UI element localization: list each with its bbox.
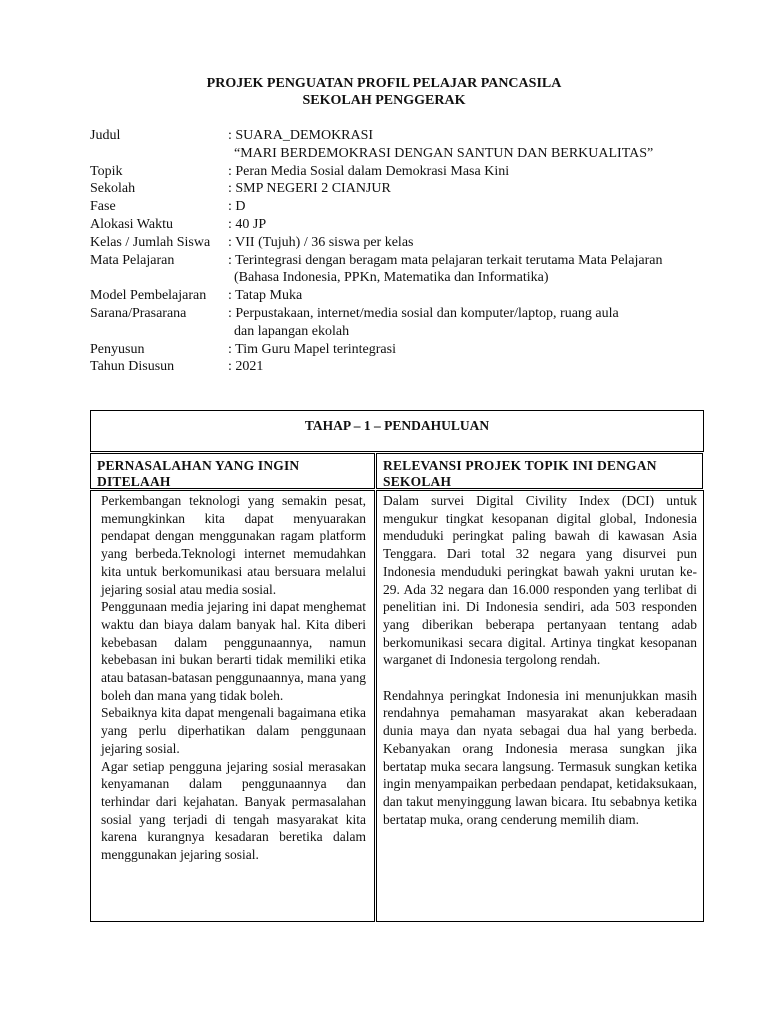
info-value: : Terintegrasi dengan beragam mata pelajaran terkait terutama Mata Pelajaran — [228, 252, 663, 268]
info-value: : SMP NEGERI 2 CIANJUR — [228, 181, 391, 197]
problem-paragraph: Agar setiap pengguna jejaring sosial merasakan kenyamanan dalam penggunaannya dan terhindar dari kejahatan. Banyak permasalahan sosial yang terjadi di tengah masyarakat kita karena kurangnya kesadaran beretika dalam menggunakan jejaring sosial. — [101, 758, 366, 863]
info-row-kelas — [90, 234, 663, 252]
info-value: : VII (Tujuh) / 36 siswa per kelas — [228, 234, 414, 250]
info-label: Alokasi Waktu — [90, 216, 173, 232]
info-row-sarana — [90, 305, 663, 323]
info-row-alokasi — [90, 216, 663, 234]
info-continuation: dan lapangan ekolah — [234, 323, 350, 339]
info-label: Mata Pelajaran — [90, 252, 175, 268]
info-subtitle: “MARI BERDEMOKRASI DENGAN SANTUN DAN BERKUALITAS” — [234, 145, 654, 161]
info-label: Penyusun — [90, 341, 145, 357]
relevance-column — [376, 490, 704, 922]
info-row-mapel — [90, 252, 663, 270]
document-subtitle: SEKOLAH PENGGERAK — [302, 93, 466, 108]
info-label: Model Pembelajaran — [90, 288, 207, 304]
info-row-model — [90, 287, 663, 305]
info-label: Topik — [90, 163, 123, 179]
info-row-tahun — [90, 358, 663, 376]
info-continuation: (Bahasa Indonesia, PPKn, Matematika dan Informatika) — [234, 270, 549, 286]
info-label: Kelas / Jumlah Siswa — [90, 234, 211, 250]
paragraph-gap — [383, 669, 697, 687]
info-row-sekolah — [90, 180, 663, 198]
info-value: : SUARA_DEMOKRASI — [228, 128, 374, 143]
info-label: Sekolah — [90, 181, 136, 197]
info-value: : 40 JP — [228, 216, 267, 232]
info-row-topik — [90, 163, 663, 181]
problem-column — [90, 490, 375, 922]
stage-title: TAHAP – 1 – PENDAHULUAN — [304, 418, 490, 433]
column-header-relevance: RELEVANSI PROJEK TOPIK INI DENGAN SEKOLAH — [376, 453, 703, 489]
info-label: Sarana/Prasarana — [90, 305, 187, 321]
info-label: Fase — [90, 199, 116, 215]
relevance-paragraph: Rendahnya peringkat Indonesia ini menunjukkan masih rendahnya pemahaman masyarakat akan keberadaan dunia maya dan nyata sebagai dua hal yang berbeda. Kebanyakan orang Indonesia merasa sungkan jika bertatap muka secara langsung. Termasuk sungkan ketika ingin menyampaikan perbedaan pendapat, ketidaksukaan, dan takut menyinggung lawan bicara. Itu sebabnya ketika bertatap muka, orang cenderung memilih diam. — [383, 687, 697, 827]
column-header-problem: PERNASALAHAN YANG INGIN DITELAAH — [90, 453, 375, 489]
info-value: : D — [228, 199, 246, 215]
info-row-judul — [90, 127, 663, 145]
info-row-penyusun — [90, 341, 663, 359]
relevance-paragraph: Dalam survei Digital Civility Index (DCI) untuk mengukur tingkat kesopanan digital global, Indonesia menduduki peringkat paling bawah di kawasan Asia Tenggara. Dari total 32 negara yang disurvei pun Indonesia menduduki peringkat bawah yakni urutan ke-29. Ada 32 negara dan 16.000 responden yang terlibat di penelitian ini. Di Indonesia sendiri, ada 503 responden yang diberikan beberapa pertanyaan tentang adab berkomunikasi secara digital. Artinya tingkat kesopanan warganet di Indonesia tergolong rendah. — [383, 493, 697, 668]
info-value: : Peran Media Sosial dalam Demokrasi Masa Kini — [228, 163, 510, 179]
info-label: Judul — [90, 128, 121, 143]
info-value: : Tim Guru Mapel terintegrasi — [228, 341, 396, 357]
info-value: : Tatap Muka — [228, 288, 303, 304]
problem-paragraph: Penggunaan media jejaring ini dapat menghemat waktu dan biaya dalam banyak hal. Kita diberi kebebasan dalam penggunaannya, namun kebebasan ini bukan berarti tidak memiliki etika atau batasan-batasan penggunaannya, mana yang boleh dan mana yang tidak boleh. — [101, 599, 367, 703]
info-value: : Perpustakaan, internet/media sosial dan komputer/laptop, ruang aula — [228, 305, 619, 321]
info-label: Tahun Disusun — [90, 359, 175, 375]
problem-paragraph: Sebaiknya kita dapat mengenali bagaimana etika yang perlu diperhatikan dalam penggunaan jejaring sosial. — [101, 705, 366, 756]
info-value: : 2021 — [228, 359, 264, 375]
info-row-fase — [90, 198, 663, 216]
document-title: PROJEK PENGUATAN PROFIL PELAJAR PANCASILA — [206, 76, 562, 91]
project-info — [90, 127, 663, 376]
problem-paragraph: Perkembangan teknologi yang semakin pesat, memungkinkan kita dapat menyuarakan pendapat dengan menggunakan ragam platform yang berbeda.Teknologi internet memudahkan kita untuk berkomunikasi atau bersuara melalui jejaring sosial atau media sosial. — [101, 493, 366, 597]
